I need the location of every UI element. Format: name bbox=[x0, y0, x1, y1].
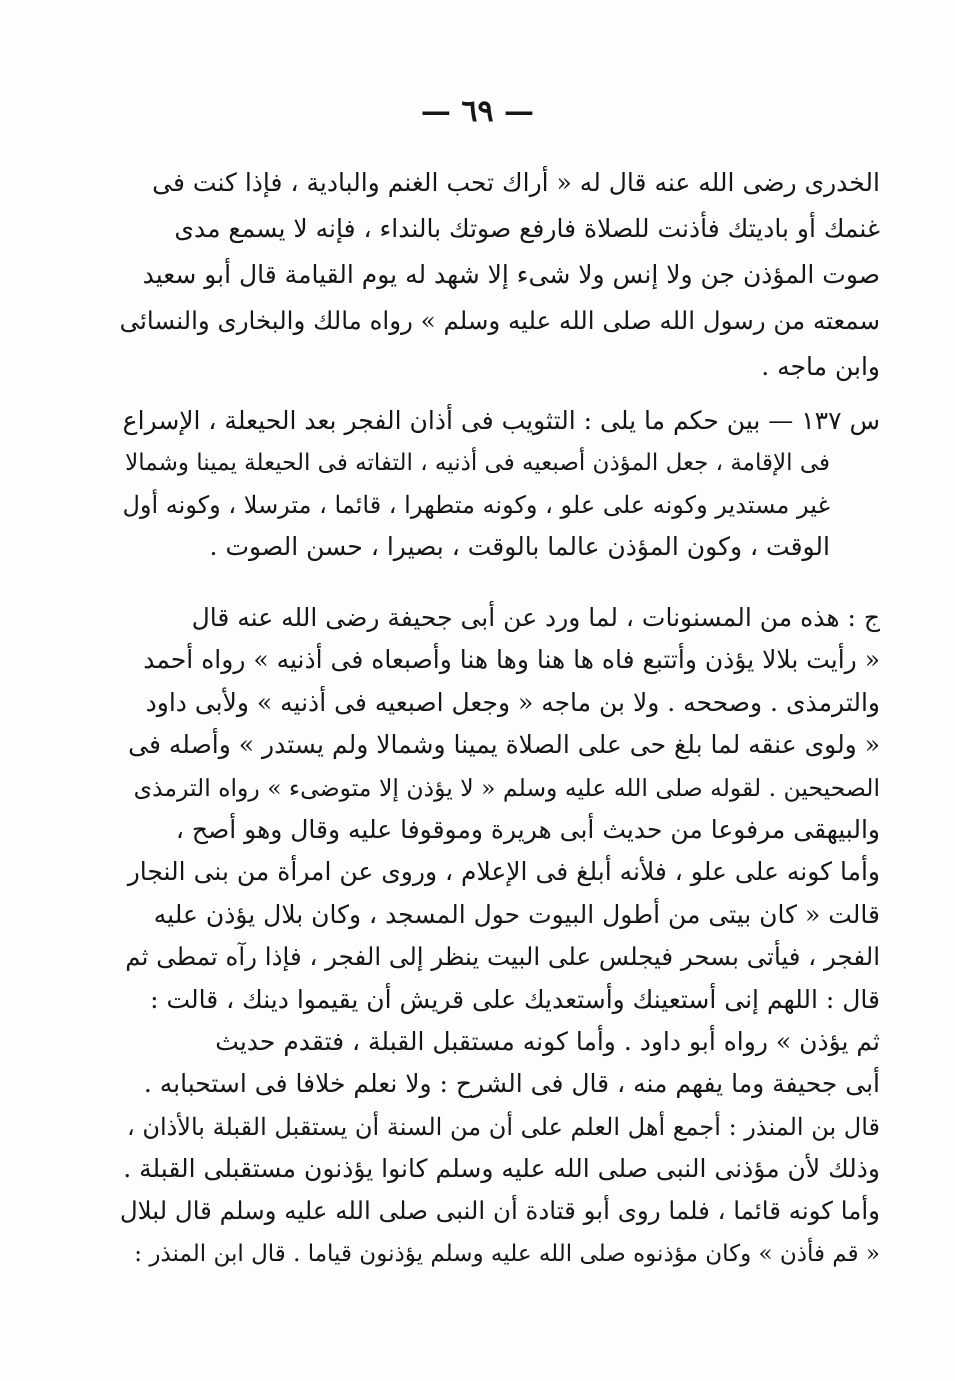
answer-line: ثم يؤذن » رواه أبو داود . وأما كونه مستقبل القبلة ، فتقدم حديث bbox=[215, 1026, 880, 1056]
answer-line: ج : هذه من المسنونات ، لما ورد عن أبى جحيفة رضى الله عنه قال bbox=[191, 603, 880, 632]
question-137 bbox=[120, 400, 880, 568]
answer-line: وذلك لأن مؤذنى النبى صلى الله عليه وسلم كانوا يؤذنون مستقبلى القبلة . bbox=[123, 1154, 880, 1184]
answer-line: والترمذى . وصححه . ولا بن ماجه « وجعل اصبعيه فى أذنيه » ولأبى داود bbox=[145, 687, 880, 717]
answer-137 bbox=[120, 597, 880, 1275]
answer-line: « قم فأذن » وكان مؤذنوه صلى الله عليه وسلم يؤذنون قياما . قال ابن المنذر : bbox=[134, 1240, 880, 1267]
answer-line: أبى جحيفة وما يفهم منه ، قال فى الشرح : ولا نعلم خلافا فى استحبابه . bbox=[143, 1069, 880, 1099]
text-line: صوت المؤذن جن ولا إنس ولا شىء إلا شهد له يوم القيامة قال أبو سعيد bbox=[142, 260, 880, 289]
text-line: الخدرى رضى الله عنه قال له « أراك تحب الغنم والبادية ، فإذا كنت فى bbox=[152, 168, 880, 197]
answer-line: والبيهقى مرفوعا من حديث أبى هريرة وموقوفا عليه وقال وهو أصح ، bbox=[175, 814, 880, 844]
answer-line: قالت « كان بيتى من أطول البيوت حول المسجد ، وكان بلال يؤذن عليه bbox=[153, 899, 880, 929]
question-line: الوقت ، وكون المؤذن عالما بالوقت ، بصيرا ، حسن الصوت . bbox=[209, 532, 830, 561]
question-line: س ١٣٧ — بين حكم ما يلى : التثويب فى أذان الفجر بعد الحيعلة ، الإسراع bbox=[122, 406, 880, 435]
answer-line: قال : اللهم إنى أستعينك وأستعديك على قريش أن يقيموا دينك ، قالت : bbox=[150, 984, 880, 1014]
answer-line: « ولوى عنقه لما بلغ حى على الصلاة يمينا وشمالا ولم يستدر » وأصله فى bbox=[128, 730, 880, 760]
answer-line: قال بن المنذر : أجمع أهل العلم على أن من السنة أن يستقبل القبلة بالأذان ، bbox=[126, 1112, 880, 1141]
answer-line: الصحيحين . لقوله صلى الله عليه وسلم « لا يؤذن إلا متوضىء » رواه الترمذى bbox=[133, 773, 880, 802]
answer-line: وأما كونه قائما ، فلما روى أبو قتادة أن النبى صلى الله عليه وسلم قال لبلال bbox=[120, 1196, 880, 1226]
answer-line: وأما كونه على علو ، فلأنه أبلغ فى الإعلام ، وروى عن امرأة من بنى النجار bbox=[127, 857, 880, 887]
answer-line: « رأيت بلالا يؤذن وأتتبع فاه ها هنا وها هنا وأصبعاه فى أذنيه » رواه أحمد bbox=[143, 645, 880, 675]
paragraph-hadith-continuation bbox=[120, 160, 880, 390]
text-line: وابن ماجه . bbox=[761, 352, 880, 381]
text-line: غنمك أو باديتك فأذنت للصلاة فارفع صوتك بالنداء ، فإنه لا يسمع مدى bbox=[174, 214, 880, 243]
page-number: — ٦٩ — bbox=[420, 94, 535, 129]
question-line: فى الإقامة ، جعل المؤذن أصبعيه فى أذنيه ، التفاته فى الحيعلة يمينا وشمالا bbox=[125, 450, 830, 476]
question-line: غير مستدير وكونه على علو ، وكونه متطهرا ، قائما ، مترسلا ، وكونه أول bbox=[122, 491, 830, 519]
answer-line: الفجر ، فيأتى بسحر فيجلس على البيت ينظر إلى الفجر ، فإذا رآه تمطى ثم bbox=[125, 942, 880, 972]
text-line: سمعته من رسول الله صلى الله عليه وسلم » رواه مالك والبخارى والنسائى bbox=[120, 306, 880, 335]
